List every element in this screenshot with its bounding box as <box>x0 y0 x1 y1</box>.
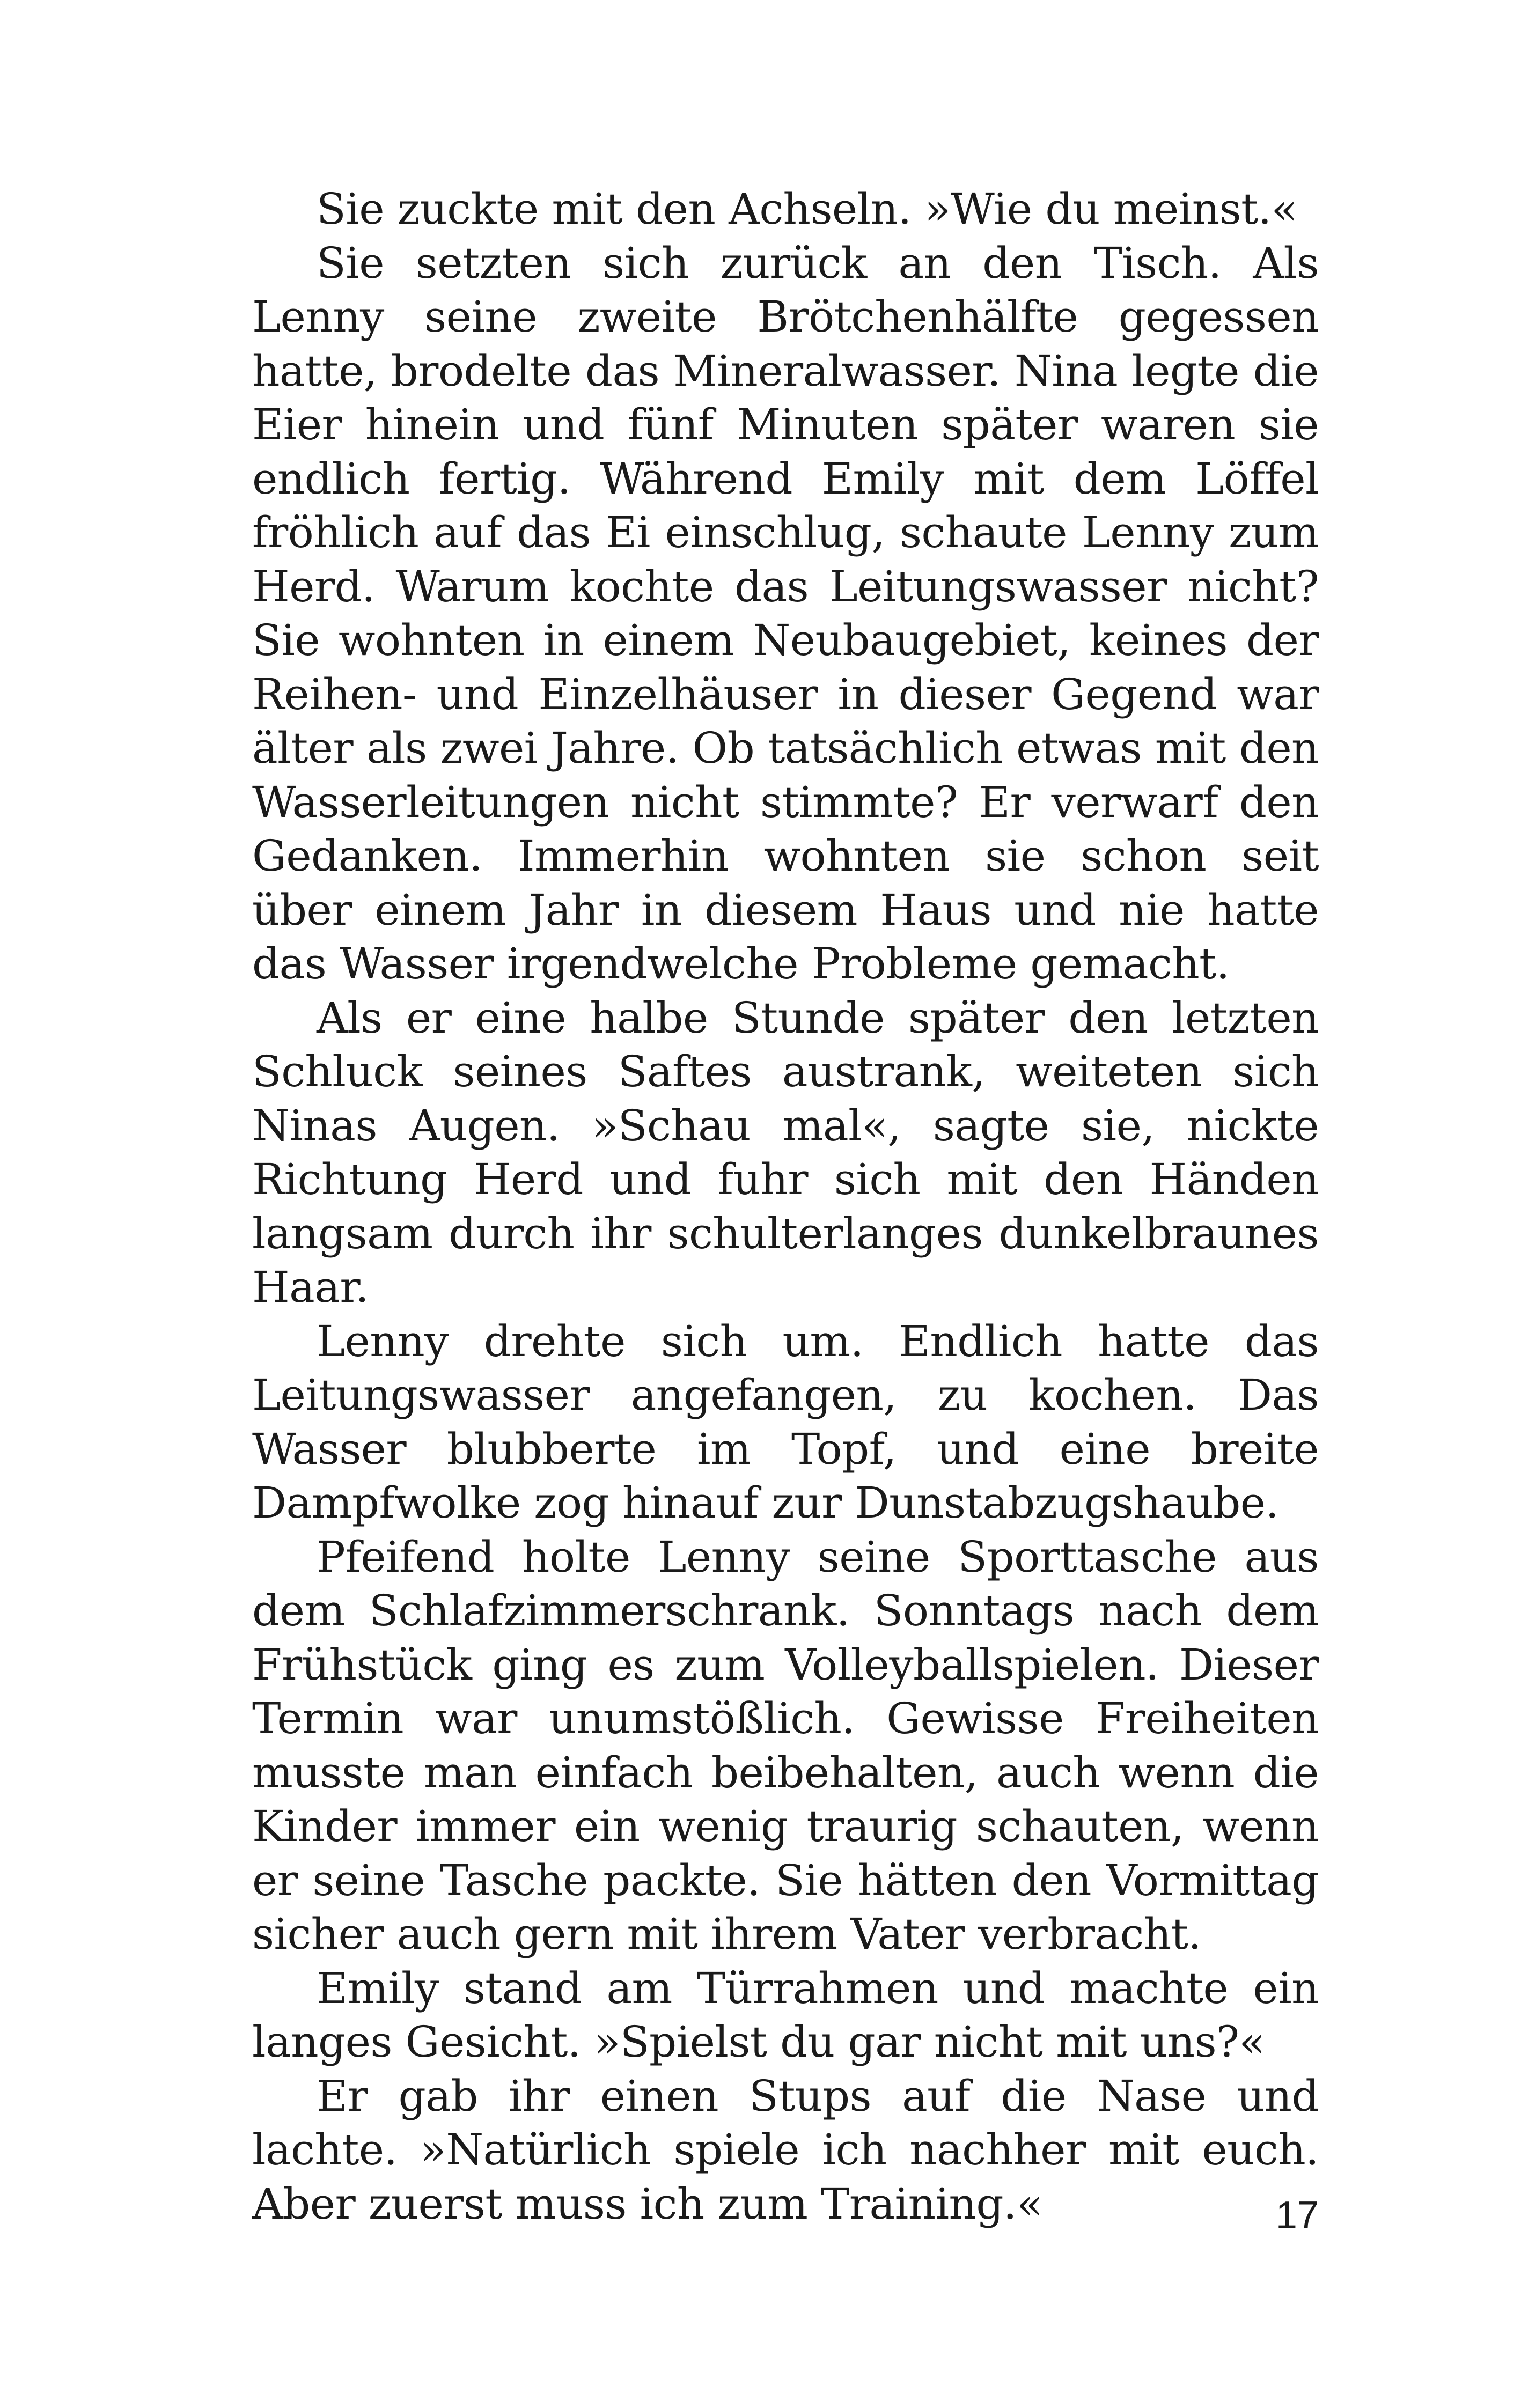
paragraph-3: Als er eine halbe Stunde später den letzten Schluck seines Saftes austrank, weiteten sich Ninas Augen. »Schau mal«, sagte sie, nickte Richtung Herd und fuhr sich mit den Händen langsam durch ihr schulterlanges dunkelbraunes Haar. <box>252 992 1319 1312</box>
paragraph-6: Emily stand am Türrahmen und machte ein langes Gesicht. »Spielst du gar nicht mit uns?« <box>252 1963 1319 2067</box>
paragraph-2: Sie setzten sich zurück an den Tisch. Als Lenny seine zweite Brötchenhälfte gegessen hatte, brodelte das Mineralwasser. Nina legte die Eier hinein und fünf Minuten später waren sie endlich fertig. Während Emily mit dem Löffel fröhlich auf das Ei einschlug, schaute Lenny zum Herd. Warum kochte das Leitungswasser nicht? Sie wohnten in einem Neubaugebiet, keines der Reihen- und Einzelhäuser in dieser Gegend war älter als zwei Jahre. Ob tatsächlich etwas mit den Wasserleitungen nicht stimmte? Er verwarf den Gedanken. Immerhin wohnten sie schon seit über einem Jahr in diesem Haus und nie hatte das Wasser irgendwelche Probleme gemacht. <box>252 238 1319 989</box>
paragraph-4: Lenny drehte sich um. Endlich hatte das Leitungswasser angefangen, zu kochen. Das Wasser blubberte im Topf, und eine breite Dampfwolke zog hinauf zur Dunstabzugshaube. <box>252 1316 1319 1528</box>
paragraph-5: Pfeifend holte Lenny seine Sporttasche aus dem Schlafzimmerschrank. Sonntags nach dem Frühstück ging es zum Volleyballspielen. Dieser Termin war unumstößlich. Gewisse Freiheiten musste man einfach beibehalten, auch wenn die Kinder immer ein wenig traurig schauten, wenn er seine Tasche packte. Sie hätten den Vormittag sicher auch gern mit ihrem Vater verbracht. <box>252 1531 1319 1959</box>
paragraph-1: Sie zuckte mit den Achseln. »Wie du meinst.« <box>317 184 1297 234</box>
body-text <box>252 182 1319 2231</box>
page-number: 17 <box>1275 2194 1319 2237</box>
paragraph-7: Er gab ihr einen Stups auf die Nase und lachte. »Natürlich spiele ich nachher mit euch. Aber zuerst muss ich zum Training.« <box>252 2071 1319 2229</box>
